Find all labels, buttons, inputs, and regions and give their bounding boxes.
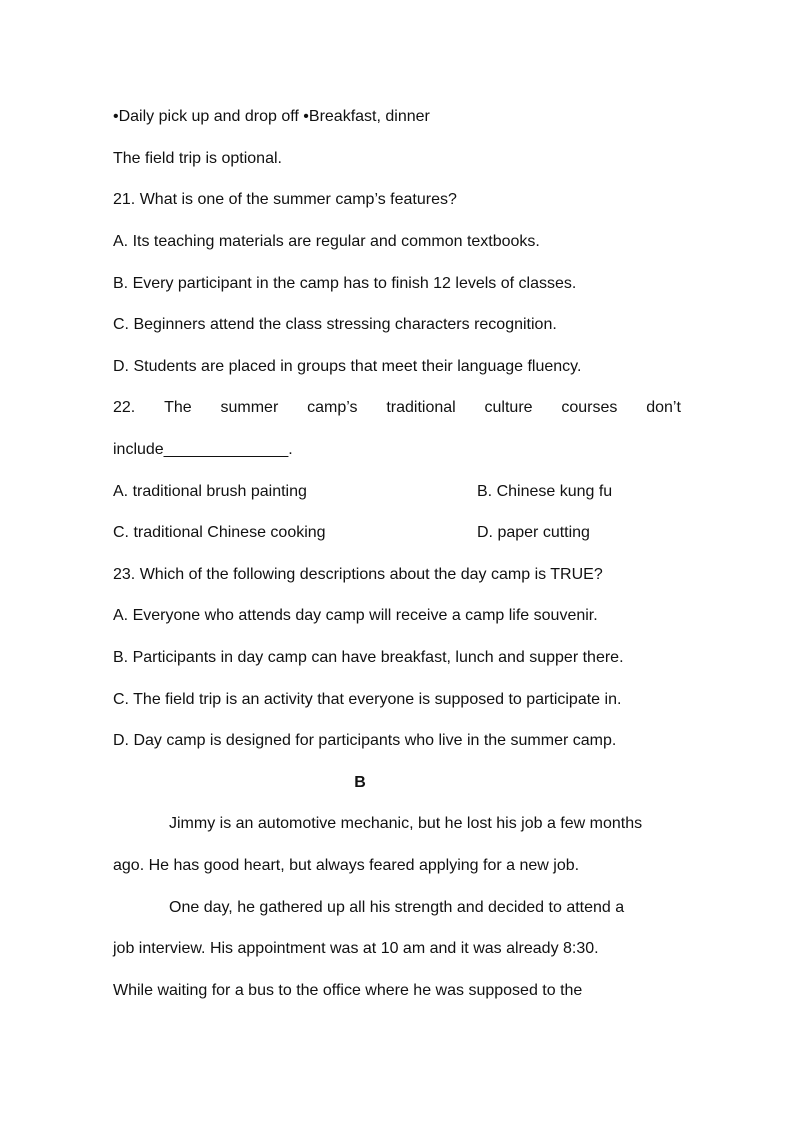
passage-p1-line2: ago. He has good heart, but always feared applying for a new job. xyxy=(113,857,580,874)
q21-option-b: B. Every participant in the camp has to finish 12 levels of classes. xyxy=(113,275,577,292)
q22-word: camp’s xyxy=(307,399,358,416)
camp-features-line: •Daily pick up and drop off •Breakfast, dinner xyxy=(113,108,430,125)
q22-word: traditional xyxy=(386,399,456,416)
q21-option-c: C. Beginners attend the class stressing characters recognition. xyxy=(113,316,557,333)
q22-option-b: B. Chinese kung fu xyxy=(477,483,613,500)
passage-p2-line1: One day, he gathered up all his strength and decided to attend a xyxy=(169,899,625,916)
passage-p2-line3: While waiting for a bus to the office where he was supposed to the xyxy=(113,982,583,999)
q22-word: The xyxy=(164,399,192,416)
q23-option-a: A. Everyone who attends day camp will receive a camp life souvenir. xyxy=(113,607,598,624)
q23-stem: 23. Which of the following descriptions about the day camp is TRUE? xyxy=(113,566,603,583)
q22-word: courses xyxy=(561,399,618,416)
q21-stem: 21. What is one of the summer camp’s features? xyxy=(113,191,457,208)
section-b-heading: B xyxy=(354,774,366,791)
field-trip-note: The field trip is optional. xyxy=(113,150,282,167)
q22-word: don’t xyxy=(646,399,681,416)
q23-option-c: C. The field trip is an activity that everyone is supposed to participate in. xyxy=(113,691,622,708)
q22-word: 22. xyxy=(113,399,136,416)
q22-option-a: A. traditional brush painting xyxy=(113,483,307,500)
q21-option-d: D. Students are placed in groups that meet their language fluency. xyxy=(113,358,582,375)
passage-p2-line2: job interview. His appointment was at 10 am and it was already 8:30. xyxy=(113,940,599,957)
q22-word: culture xyxy=(484,399,533,416)
q22-word: summer xyxy=(220,399,279,416)
q22-stem-end: include______________. xyxy=(113,441,293,458)
q22-option-d: D. paper cutting xyxy=(477,524,590,541)
q22-stem-line xyxy=(113,397,681,419)
q22-option-c: C. traditional Chinese cooking xyxy=(113,524,326,541)
passage-p1-line1: Jimmy is an automotive mechanic, but he lost his job a few months xyxy=(169,815,643,832)
q23-option-b: B. Participants in day camp can have breakfast, lunch and supper there. xyxy=(113,649,624,666)
q21-option-a: A. Its teaching materials are regular and common textbooks. xyxy=(113,233,540,250)
q23-option-d: D. Day camp is designed for participants who live in the summer camp. xyxy=(113,732,617,749)
